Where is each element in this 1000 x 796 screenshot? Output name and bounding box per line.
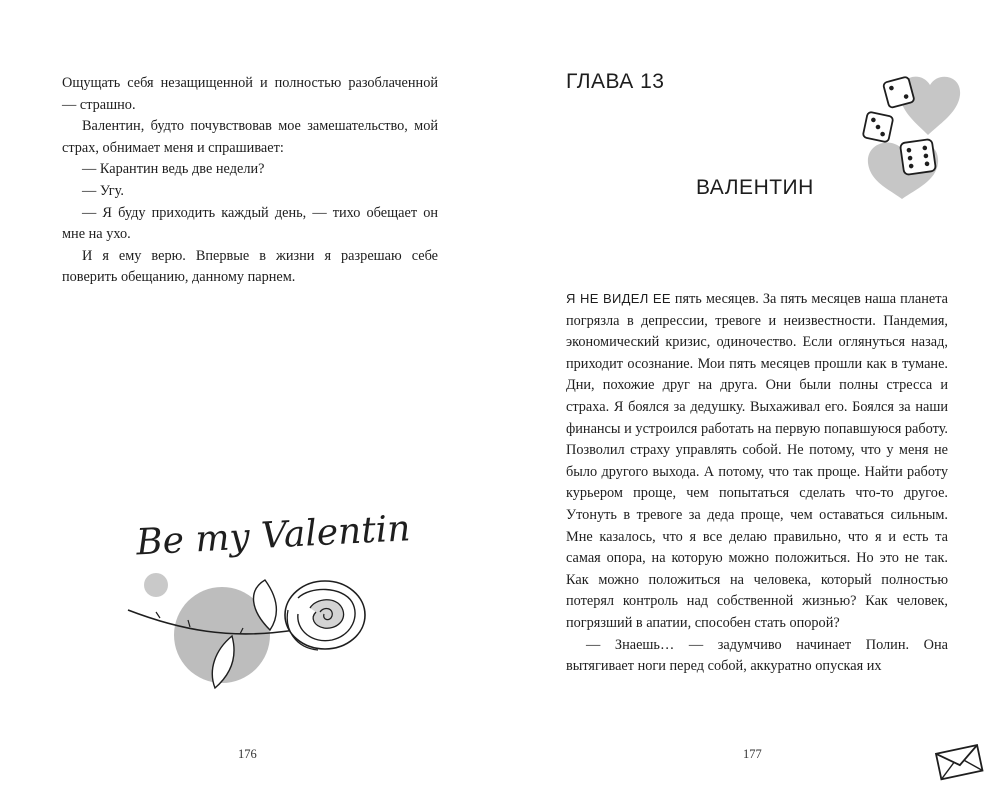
die-icon xyxy=(863,112,894,143)
paragraph: И я ему верю. Впервые в жизни я разрешаю себе поверить обещанию, данному парнем. xyxy=(62,247,438,286)
dice-hearts-illustration xyxy=(860,65,985,205)
paragraph-text: пять месяцев. За пять месяцев наша планета погрязла в депрессии, тревоге и неизвестности. Пандемия, экономический кризис, одиночество. Если оглянуться назад, приходит осознание. Мои пять месяцев прошли как в тумане. Дни, похожие друг на друга. Они были полны стресса и страха. Я боялся за дедушку. Выхаживал его. Боялся за наши финансы и устроился работать на первую попавшуюся работу. Позволил страху управлять собой. Не потому, что у меня не было другого выхода. А потому, что так проще. Найти работу курьером проще, чем попытаться сделать что-то другое. Утонуть в тревоге за деда проще, чем оставаться сильным. Мне казалось, что я все делаю правильно, что я и есть та самая опора, на которую можно положиться. Но это не так. Как можно положиться на человека, который полностью потерял контроль над собственной жизнью? Как человек, погрязший в апатии, способен стать опорой? xyxy=(566,291,948,631)
right-page-body-text xyxy=(566,288,948,678)
left-page-body-text xyxy=(62,73,438,289)
paragraph: Валентин, будто почувствовав мое замешательство, мой страх, обнимает меня и спрашивает: xyxy=(62,118,438,156)
chapter-label: ГЛАВА 13 xyxy=(566,70,665,93)
rose-illustration-svg xyxy=(120,490,410,700)
die-icon xyxy=(883,76,915,108)
paragraph: Ощущать себя незащищенной и полностью разоблаченной — страшно. xyxy=(62,75,438,113)
die-icon xyxy=(900,139,936,175)
lead-in-smallcaps: Я НЕ ВИДЕЛ ЕЕ xyxy=(566,291,671,306)
page-number: 177 xyxy=(743,747,762,761)
be-my-valentine-lettering: Be my Valentine xyxy=(135,507,410,564)
envelope-icon xyxy=(932,739,988,788)
envelope-svg xyxy=(932,739,988,783)
page-number: 176 xyxy=(238,747,257,761)
small-gray-circle xyxy=(144,573,168,597)
rose-bloom xyxy=(285,581,365,650)
dice-hearts-svg xyxy=(860,65,985,200)
dialogue-line: — Знаешь… — задумчиво начинает Полин. Она вытягивает ноги перед собой, аккуратно опуская их xyxy=(566,636,948,675)
dialogue-line: — Карантин ведь две недели? xyxy=(82,161,265,178)
paragraph xyxy=(566,288,948,635)
right-page xyxy=(500,0,1000,796)
dialogue-line: — Угу. xyxy=(82,182,124,199)
be-my-valentine-rose-illustration xyxy=(120,490,410,705)
dialogue-line: — Я буду приходить каждый день, — тихо обещает он мне на ухо. xyxy=(62,204,438,243)
chapter-title: ВАЛЕНТИН xyxy=(696,176,814,199)
